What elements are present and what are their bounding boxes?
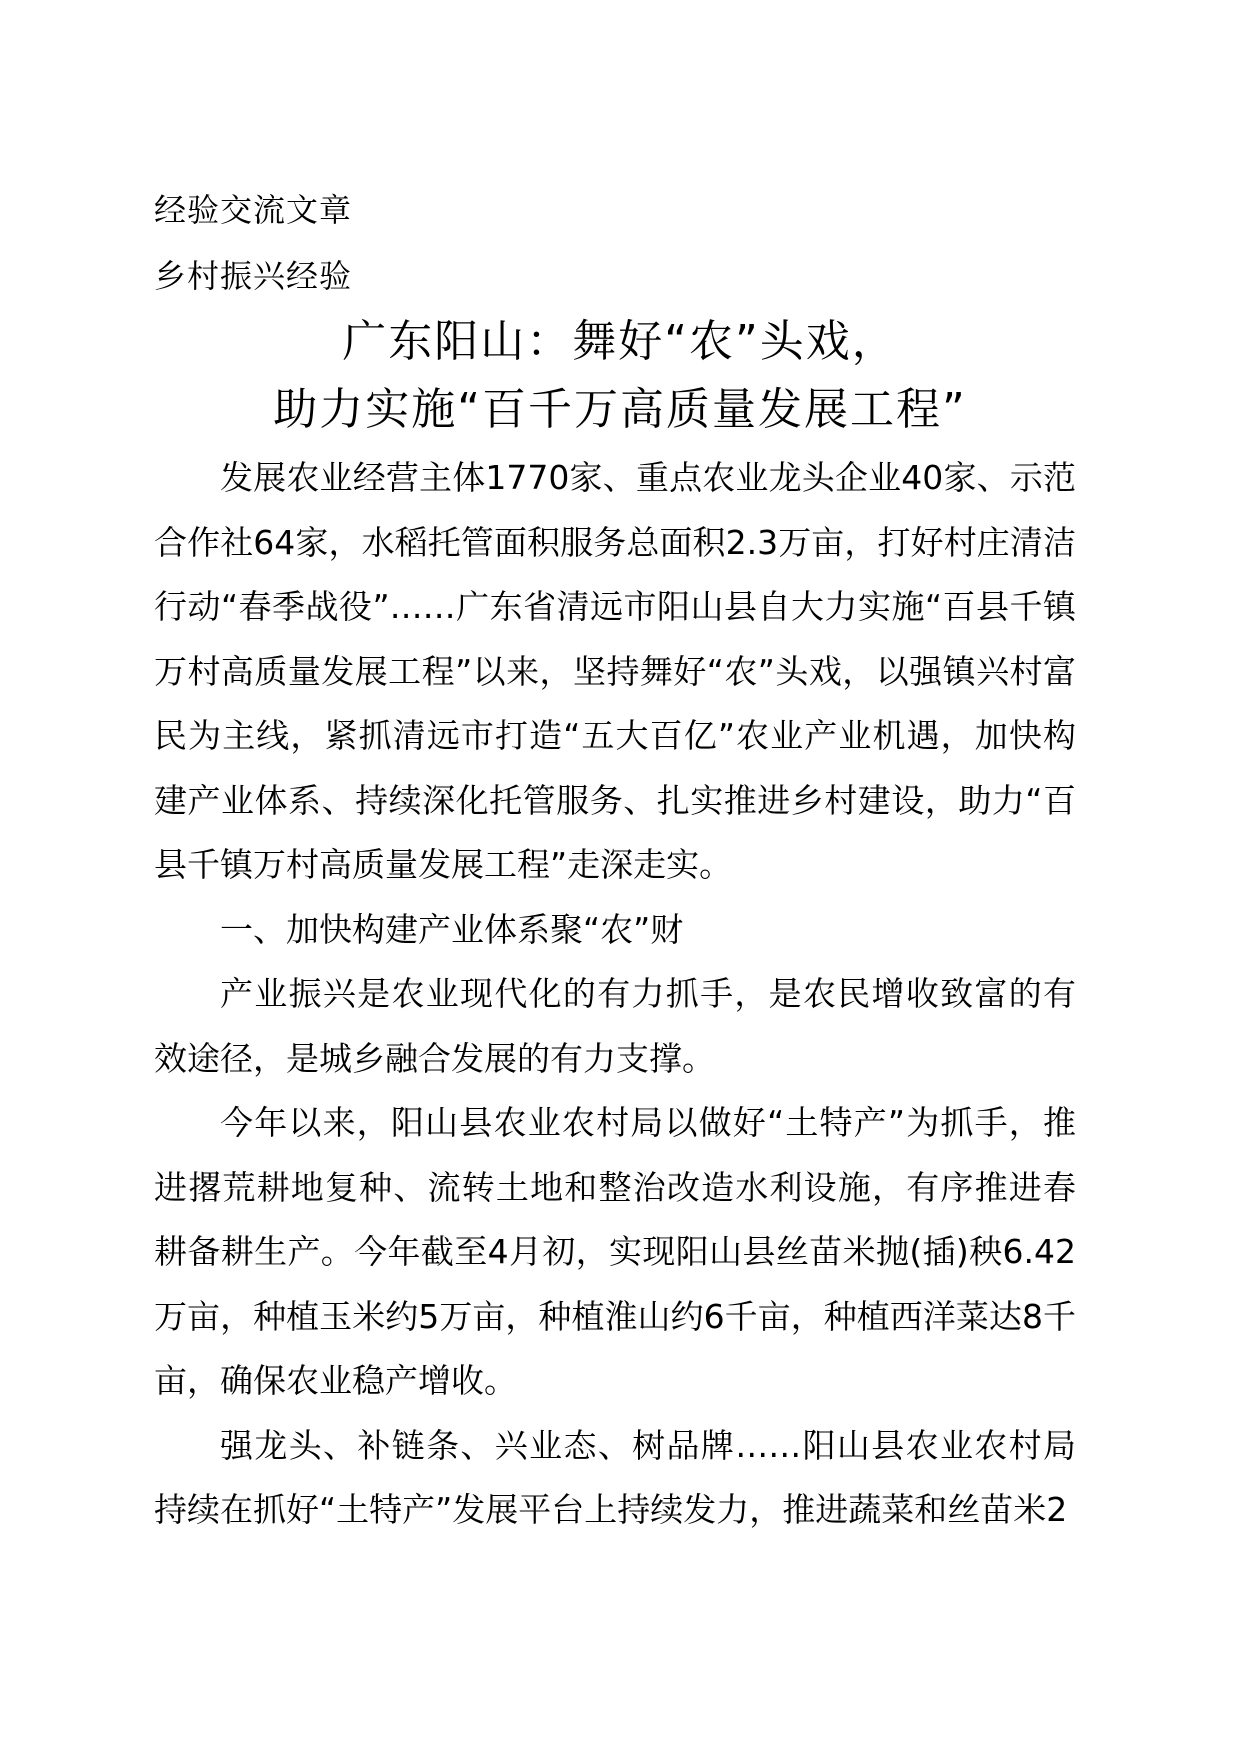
body-paragraph: 强龙头、补链条、兴业态、树品牌……阳山县农业农村局持续在抓好“土特产”发展平台上持续发力，推进蔬菜和丝苗米2	[154, 1425, 1076, 1529]
body-paragraph-intro: 发展农业经营主体1770家、重点农业龙头企业40家、示范合作社64家，水稻托管面积服务总面积2.3万亩，打好村庄清洁行动“春季战役”……广东省清远市阳山县自大力实施“百县千镇万村高质量发展工程”以来，坚持舞好“农”头戏，以强镇兴村富民为主线，紧抓清远市打造“五大百亿”农业产业机遇，加快构建产业体系、持续深化托管服务、扎实推进乡村建设，助力“百县千镇万村高质量发展工程”走深走实。	[154, 458, 1076, 884]
document-category: 经验交流文章	[154, 191, 353, 229]
document-title-line-1: 广东阳山：舞好“农”头戏，	[342, 316, 898, 367]
section-heading: 一、加快构建产业体系聚“农”财	[220, 909, 684, 949]
document-body	[154, 446, 1076, 1543]
body-paragraph: 今年以来，阳山县农业农村局以做好“土特产”为抓手，推进撂荒耕地复种、流转土地和整治改造水利设施，有序推进春耕备耕生产。今年截至4月初，实现阳山县丝苗米抛(插)秧6.42万亩，种植玉米约5万亩，种植淮山约6千亩，种植西洋菜达8千亩，确保农业稳产增收。	[154, 1103, 1076, 1400]
document-subcategory: 乡村振兴经验	[154, 257, 353, 295]
document-title-line-2: 助力实施“百千万高质量发展工程”	[273, 384, 967, 435]
body-paragraph: 产业振兴是农业现代化的有力抓手，是农民增收致富的有效途径，是城乡融合发展的有力支撑。	[154, 974, 1076, 1078]
